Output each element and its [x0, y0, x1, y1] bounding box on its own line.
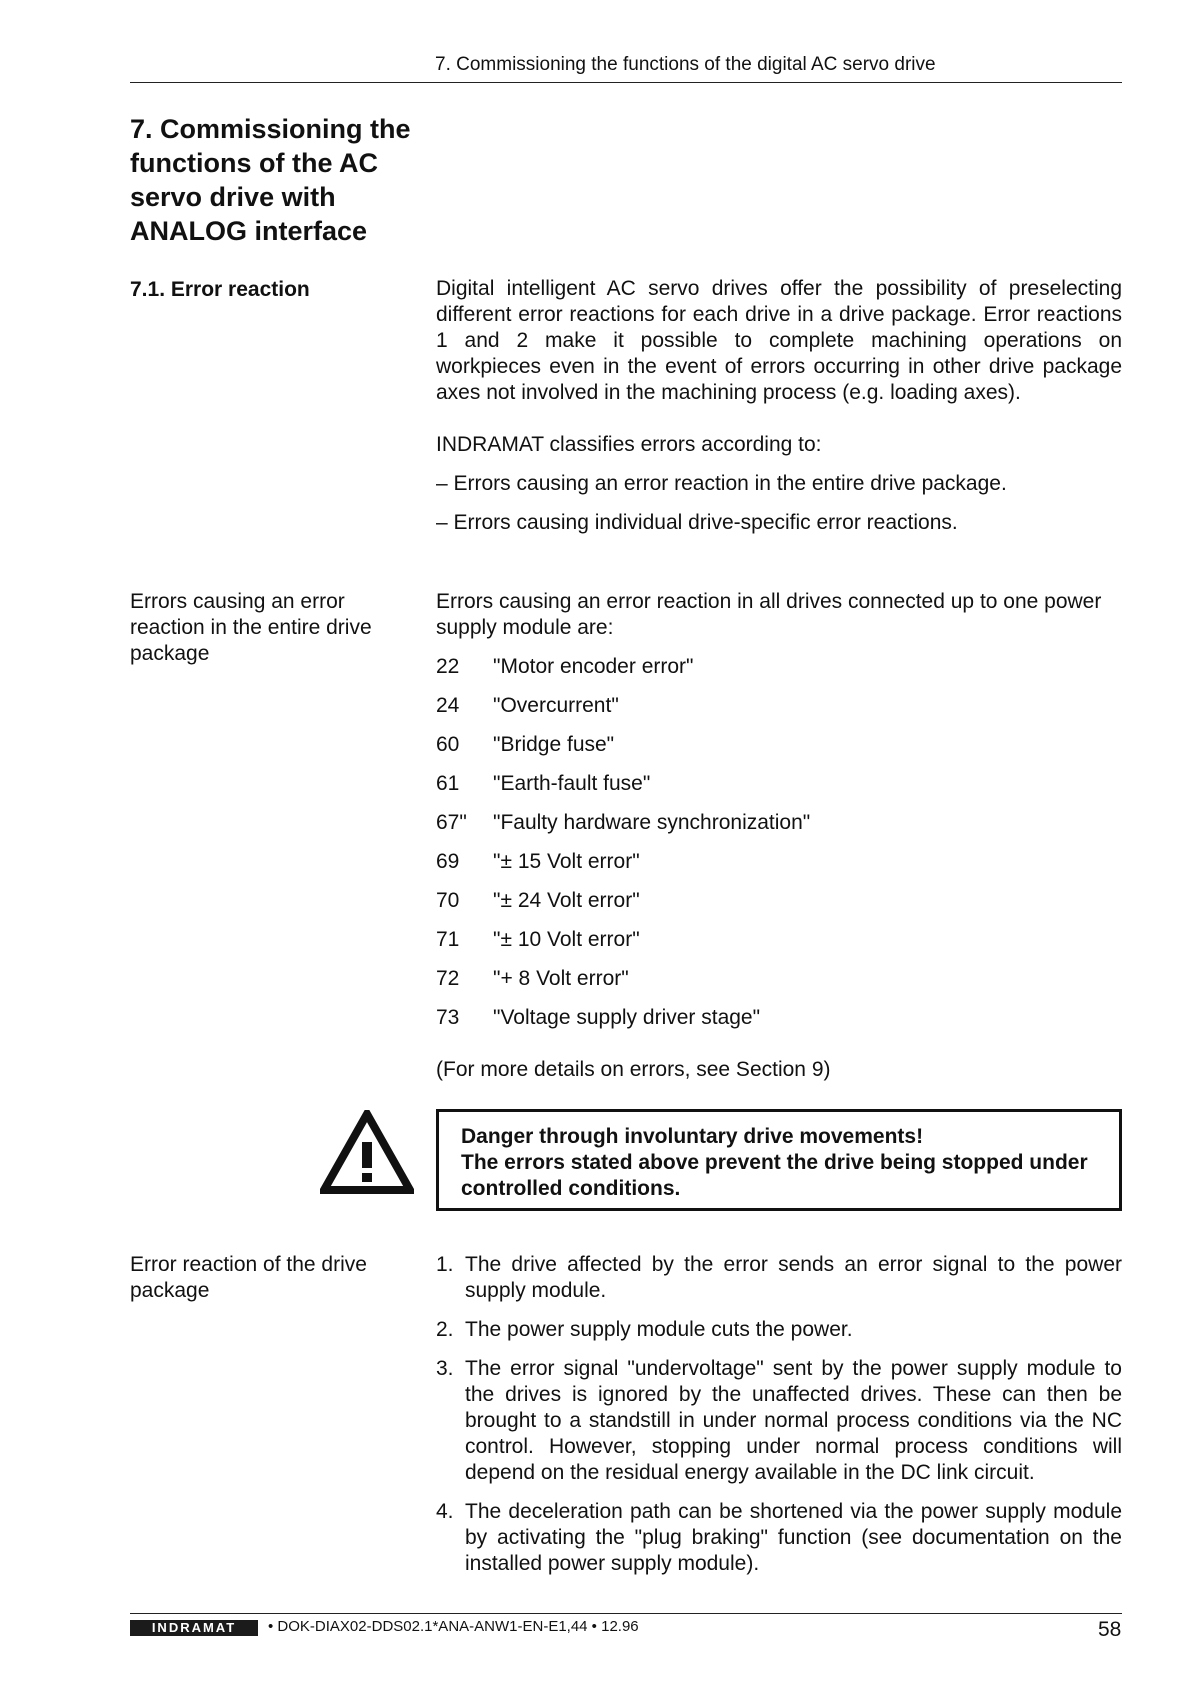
error-label: "± 15 Volt error"	[493, 850, 640, 873]
classification-item: – Errors causing an error reaction in the entire drive package.	[436, 472, 1007, 495]
error-code: 22	[436, 655, 460, 678]
error-code: 60	[436, 733, 460, 756]
reaction-step	[436, 1317, 1122, 1343]
error-label: "± 10 Volt error"	[493, 928, 640, 951]
step-text: The deceleration path can be shortened via the power supply module by activating the "plug braking" function (see documentation on the installed power supply module).	[465, 1500, 1122, 1575]
danger-warning-box	[436, 1109, 1122, 1211]
chapter-title: 7. Commissioning the functions of the AC servo drive with ANALOG interface	[130, 114, 411, 246]
error-label: "Motor encoder error"	[493, 655, 694, 678]
warning-text: The errors stated above prevent the drive being stopped under controlled conditions.	[461, 1151, 1088, 1200]
error-code: 61	[436, 772, 460, 795]
section-heading: 7.1. Error reaction	[130, 278, 310, 301]
step-text: The drive affected by the error sends an error signal to the power supply module.	[465, 1253, 1122, 1302]
margin-note-package-errors: Errors causing an error reaction in the entire drive package	[130, 590, 372, 665]
error-code: 24	[436, 694, 460, 717]
reaction-step	[436, 1252, 1122, 1304]
step-number: 2.	[436, 1318, 454, 1341]
error-label: "Faulty hardware synchronization"	[493, 811, 811, 834]
intro-paragraph: Digital intelligent AC servo drives offer the possibility of preselecting different error reactions for each drive in a drive package. Error reactions 1 and 2 make it possible to complete machining operations on workpieces even in the event of errors occurring in other drive package axes not involved in the machining process (e.g. loading axes).	[436, 277, 1122, 404]
error-code-row	[436, 810, 1122, 836]
footer-divider	[130, 1613, 1122, 1614]
running-header: 7. Commissioning the functions of the digital AC servo drive	[435, 54, 936, 75]
error-code: 71	[436, 928, 460, 951]
step-number: 3.	[436, 1357, 454, 1380]
errors-section-note: (For more details on errors, see Section 9)	[436, 1058, 831, 1081]
error-code-row	[436, 771, 1122, 797]
step-text: The power supply module cuts the power.	[465, 1318, 853, 1341]
classification-item: – Errors causing individual drive-specific error reactions.	[436, 511, 958, 534]
error-code: 69	[436, 850, 460, 873]
error-code-row	[436, 654, 1122, 680]
warning-title: Danger through involuntary drive movements!	[461, 1125, 924, 1148]
error-code: 67"	[436, 811, 467, 834]
page-number: 58	[1098, 1618, 1122, 1641]
error-code-row	[436, 888, 1122, 914]
error-code: 72	[436, 967, 460, 990]
error-code-row	[436, 927, 1122, 953]
error-code-row	[436, 1005, 1122, 1031]
step-number: 4.	[436, 1500, 454, 1523]
header-divider	[130, 82, 1122, 83]
reaction-step	[436, 1356, 1122, 1486]
package-errors-intro: Errors causing an error reaction in all drives connected up to one power supply module are:	[436, 590, 1102, 639]
step-number: 1.	[436, 1253, 454, 1276]
error-label: "Overcurrent"	[493, 694, 619, 717]
step-text: The error signal "undervoltage" sent by the power supply module to the drives is ignored by the unaffected drives. These can then be brought to a standstill in under normal process conditions via the NC control. However, stopping under normal process conditions will depend on the residual energy available in the DC link circuit.	[465, 1357, 1122, 1484]
indramat-logo: INDRAMAT	[130, 1620, 258, 1636]
document-id: • DOK-DIAX02-DDS02.1*ANA-ANW1-EN-E1,44 • 12.96	[268, 1618, 639, 1635]
warning-triangle-icon	[320, 1110, 414, 1194]
error-code: 73	[436, 1006, 460, 1029]
error-label: "Bridge fuse"	[493, 733, 615, 756]
error-label: "Voltage supply driver stage"	[493, 1006, 761, 1029]
error-label: "± 24 Volt error"	[493, 889, 640, 912]
error-code-row	[436, 693, 1122, 719]
classification-intro: INDRAMAT classifies errors according to:	[436, 433, 822, 456]
margin-note-drive-package: Error reaction of the drive package	[130, 1253, 367, 1302]
error-label: "Earth-fault fuse"	[493, 772, 651, 795]
error-code: 70	[436, 889, 460, 912]
reaction-step	[436, 1499, 1122, 1577]
error-code-row	[436, 732, 1122, 758]
error-code-row	[436, 966, 1122, 992]
error-label: "+ 8 Volt error"	[493, 967, 629, 990]
error-code-row	[436, 849, 1122, 875]
